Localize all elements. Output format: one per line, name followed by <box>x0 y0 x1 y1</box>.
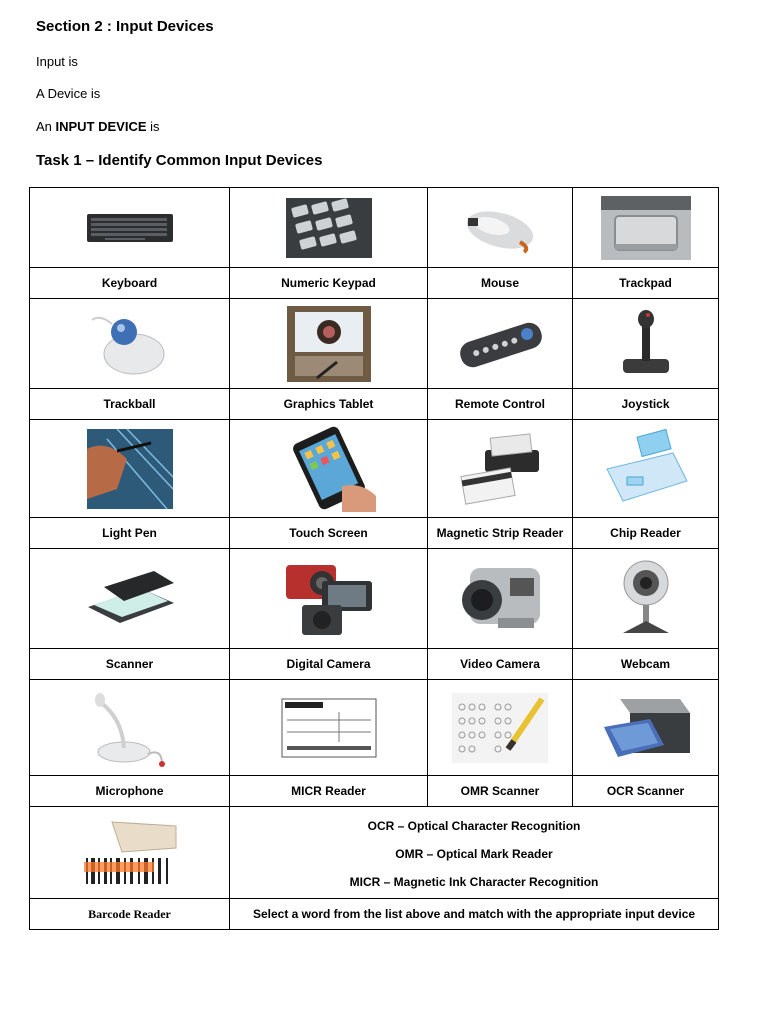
cell-trackball-image <box>30 299 230 389</box>
video-camera-icon <box>454 558 546 640</box>
label-keyboard: Keyboard <box>30 268 230 299</box>
label-magnetic-strip-reader: Magnetic Strip Reader <box>428 518 573 549</box>
section-heading: Section 2 : Input Devices <box>36 18 214 35</box>
cell-light-pen-image <box>30 420 230 518</box>
label-micr-reader: MICR Reader <box>230 776 428 807</box>
webcam-icon <box>615 557 677 641</box>
microphone-icon <box>88 688 172 768</box>
label-scanner: Scanner <box>30 649 230 680</box>
cell-barcode-reader-image <box>30 807 230 899</box>
label-light-pen: Light Pen <box>30 518 230 549</box>
graphics-tablet-icon <box>287 306 371 382</box>
label-mouse: Mouse <box>428 268 573 299</box>
touch-screen-icon <box>282 426 376 512</box>
label-digital-camera: Digital Camera <box>230 649 428 680</box>
trackball-icon <box>90 310 170 378</box>
label-touch-screen: Touch Screen <box>230 518 428 549</box>
light-pen-icon <box>87 429 173 509</box>
cell-omr-scanner-image <box>428 680 573 776</box>
cell-touch-screen-image <box>230 420 428 518</box>
numeric-keypad-icon <box>286 198 372 258</box>
cell-magnetic-strip-reader-image <box>428 420 573 518</box>
label-trackpad: Trackpad <box>573 268 719 299</box>
cell-joystick-image <box>573 299 719 389</box>
omr-scanner-icon <box>452 693 548 763</box>
cell-microphone-image <box>30 680 230 776</box>
barcode-reader-icon <box>82 818 178 888</box>
cell-chip-reader-image <box>573 420 719 518</box>
label-webcam: Webcam <box>573 649 719 680</box>
instruction-text: Select a word from the list above and match with the appropriate input device <box>230 899 719 930</box>
abbreviation-notes <box>230 807 719 899</box>
cell-numeric-keypad-image <box>230 188 428 268</box>
cell-ocr-scanner-image <box>573 680 719 776</box>
note-ocr: OCR – Optical Character Recognition <box>367 818 581 833</box>
scanner-icon <box>84 567 176 631</box>
cell-trackpad-image <box>573 188 719 268</box>
trackpad-icon <box>601 196 691 260</box>
micr-reader-icon <box>281 698 377 758</box>
cell-remote-control-image <box>428 299 573 389</box>
cell-webcam-image <box>573 549 719 649</box>
label-numeric-keypad: Numeric Keypad <box>230 268 428 299</box>
label-ocr-scanner: OCR Scanner <box>573 776 719 807</box>
label-remote-control: Remote Control <box>428 389 573 420</box>
cell-mouse-image <box>428 188 573 268</box>
line-input-device: An INPUT DEVICE is <box>36 119 160 134</box>
note-micr: MICR – Magnetic Ink Character Recognition <box>349 874 599 889</box>
chip-reader-icon <box>603 429 689 509</box>
cell-digital-camera-image <box>230 549 428 649</box>
line-device: A Device is <box>36 86 101 101</box>
cell-graphics-tablet-image <box>230 299 428 389</box>
ocr-scanner-icon <box>600 693 692 763</box>
cell-scanner-image <box>30 549 230 649</box>
note-omr: OMR – Optical Mark Reader <box>395 846 553 861</box>
label-joystick: Joystick <box>573 389 719 420</box>
label-video-camera: Video Camera <box>428 649 573 680</box>
line-input: Input is <box>36 54 78 69</box>
keyboard-icon <box>85 212 175 244</box>
mouse-icon <box>460 198 540 258</box>
label-omr-scanner: OMR Scanner <box>428 776 573 807</box>
cell-keyboard-image <box>30 188 230 268</box>
label-barcode-reader: Barcode Reader <box>30 899 230 930</box>
label-chip-reader: Chip Reader <box>573 518 719 549</box>
input-devices-table <box>29 187 719 930</box>
remote-control-icon <box>455 314 545 374</box>
magnetic-strip-reader-icon <box>455 432 545 506</box>
label-trackball: Trackball <box>30 389 230 420</box>
label-microphone: Microphone <box>30 776 230 807</box>
cell-micr-reader-image <box>230 680 428 776</box>
cell-video-camera-image <box>428 549 573 649</box>
task-title: Task 1 – Identify Common Input Devices <box>36 152 323 169</box>
digital-camera-icon <box>282 559 376 639</box>
joystick-icon <box>615 309 677 379</box>
label-graphics-tablet: Graphics Tablet <box>230 389 428 420</box>
